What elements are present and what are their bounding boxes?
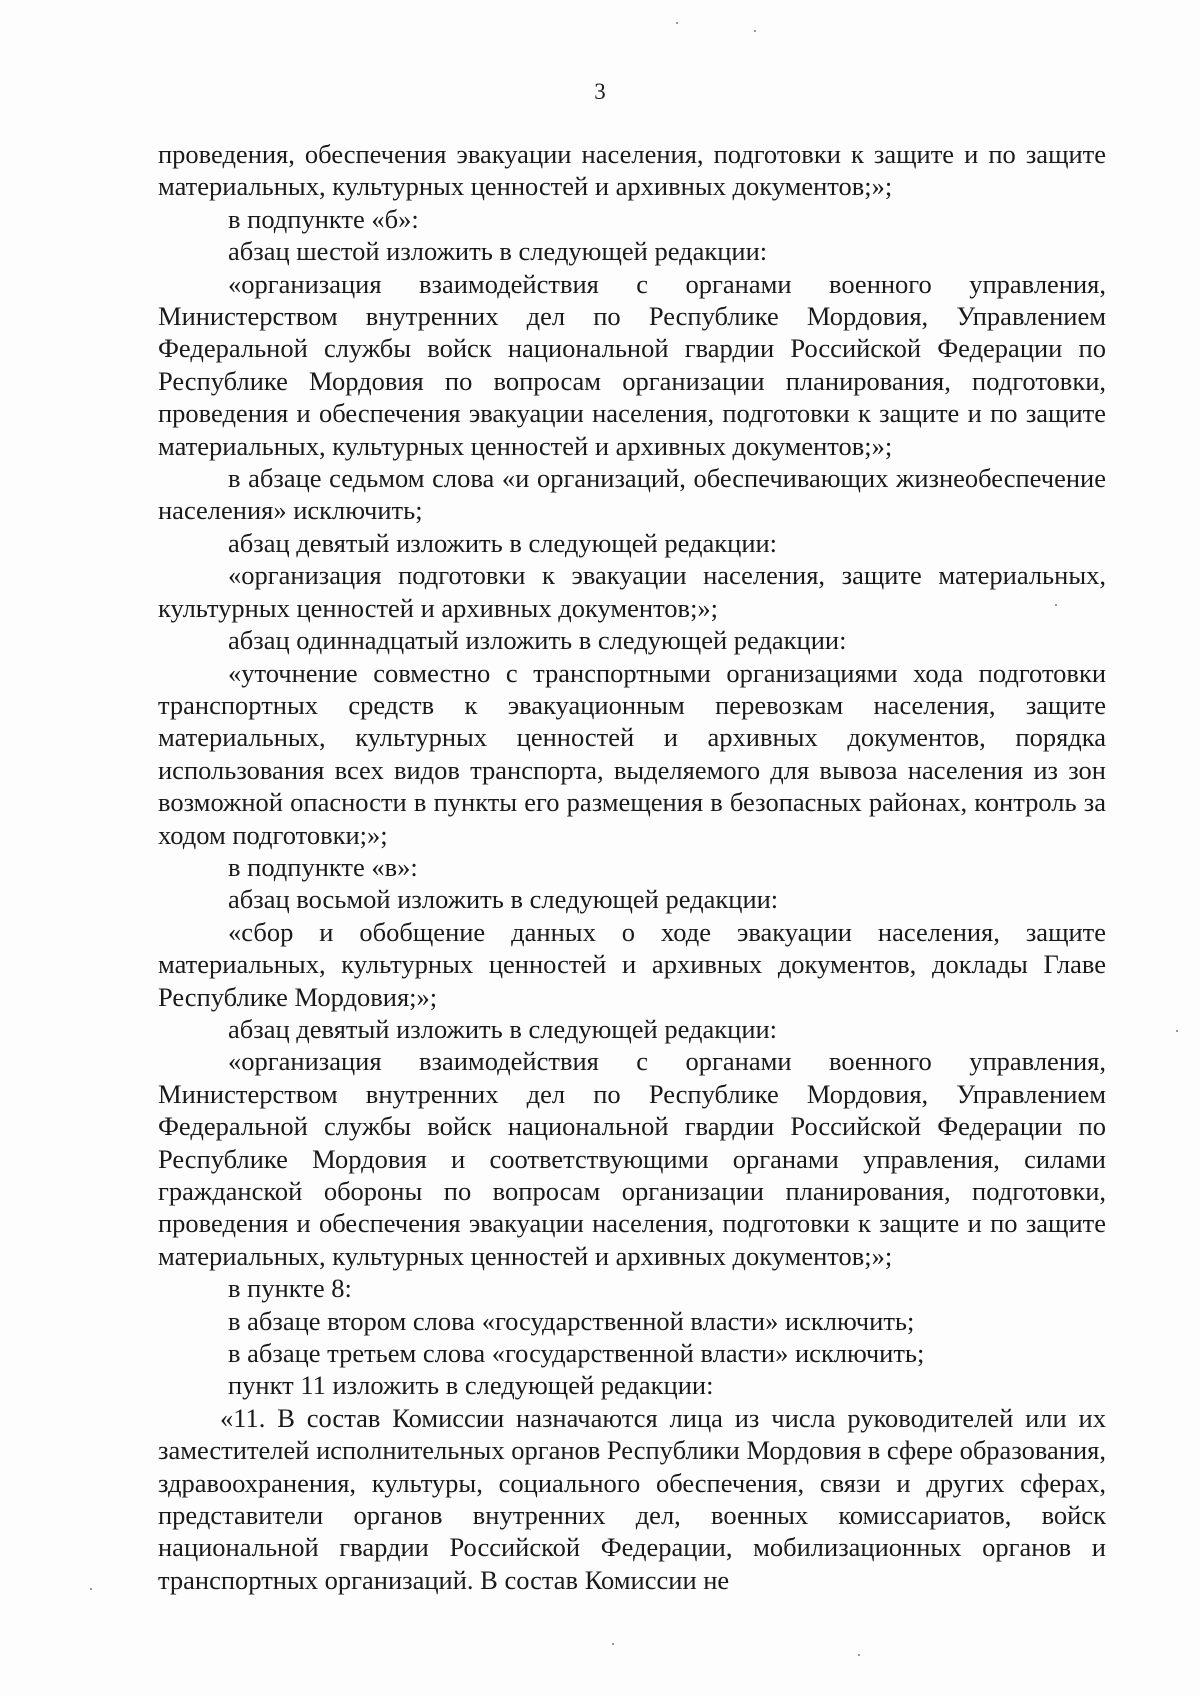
paragraph-instruction: абзац восьмой изложить в следующей редакции:	[228, 884, 779, 915]
paragraph-quote: «организация взаимодействия с органами военного управления, Министерством внутренних дел по Республике Мордовия, Управлением Федеральной службы войск национальной гвардии Российской Федерации по Республике Мордовия и соответствующими органами управления, силами гражданской обороны по вопросам организации планирования, подготовки, проведения и обеспечения эвакуации населения, подготовки к защите и по защите материальных, культурных ценностей и архивных документов;»;	[158, 1046, 1106, 1271]
scan-speck	[1176, 1030, 1178, 1032]
paragraph-instruction: в абзаце седьмом слова «и организаций, обеспечивающих жизнеобеспечение населения» исключить;	[158, 463, 1106, 526]
paragraph-instruction: в абзаце втором слова «государственной власти» исключить;	[228, 1305, 915, 1336]
paragraph-quote: «организация взаимодействия с органами военного управления, Министерством внутренних дел по Республике Мордовия, Управлением Федеральной службы войск национальной гвардии Российской Федерации по Республике Мордовия по вопросам организации планирования, подготовки, проведения и обеспечения эвакуации населения, подготовки к защите и по защите материальных, культурных ценностей и архивных документов;»;	[158, 268, 1106, 461]
scan-speck	[858, 1654, 860, 1656]
paragraph-quote: «организация подготовки к эвакуации населения, защите материальных, культурных ценностей и архивных документов;»;	[158, 560, 1106, 623]
paragraph-subitem-b: в подпункте «б»:	[228, 203, 419, 234]
paragraph-instruction: абзац шестой изложить в следующей редакции:	[228, 236, 768, 267]
paragraph-instruction: абзац одиннадцатый изложить в следующей редакции:	[228, 625, 847, 656]
paragraph-instruction: абзац девятый изложить в следующей редакции:	[228, 1013, 778, 1044]
paragraph-continuation: проведения, обеспечения эвакуации населения, подготовки к защите и по защите материальных, культурных ценностей и архивных документов;»;	[158, 139, 1106, 202]
paragraph-item-8: в пункте 8:	[228, 1273, 352, 1304]
paragraph-quote: «сбор и обобщение данных о ходе эвакуации населения, защите материальных, культурных ценностей и архивных документов, доклады Главе Республике Мордовия;»;	[158, 916, 1106, 1012]
paragraph-quote: «уточнение совместно с транспортными организациями хода подготовки транспортных средств к эвакуационным перевозкам населения, защите материальных, культурных ценностей и архивных документов, порядка использования всех видов транспорта, выделяемого для вывоза населения из зон возможной опасности в пункты его размещения в безопасных районах, контроль за ходом подготовки;»;	[158, 657, 1106, 850]
scan-speck	[612, 1643, 614, 1645]
scan-speck	[1055, 604, 1057, 606]
document-body	[158, 138, 1106, 1596]
scan-speck	[90, 1588, 92, 1590]
paragraph-instruction: абзац девятый изложить в следующей редакции:	[228, 527, 778, 558]
paragraph-quote-item-11: «11. В состав Комиссии назначаются лица из числа руководителей или их заместителей исполнительных органов Республики Мордовия в сфере образования, здравоохранения, культуры, социального обеспечения, связи и других сферах, представители органов внутренних дел, военных комиссариатов, войск национальной гвардии Российской Федерации, мобилизационных органов и транспортных организаций. В состав Комиссии не	[158, 1402, 1106, 1595]
paragraph-instruction: пункт 11 изложить в следующей редакции:	[228, 1370, 714, 1401]
paragraph-instruction: в абзаце третьем слова «государственной власти» исключить;	[228, 1338, 925, 1369]
paragraph-subitem-v: в подпункте «в»:	[228, 851, 418, 882]
page-number: 3	[594, 79, 606, 104]
scan-speck	[754, 30, 756, 32]
scan-speck	[676, 22, 678, 24]
